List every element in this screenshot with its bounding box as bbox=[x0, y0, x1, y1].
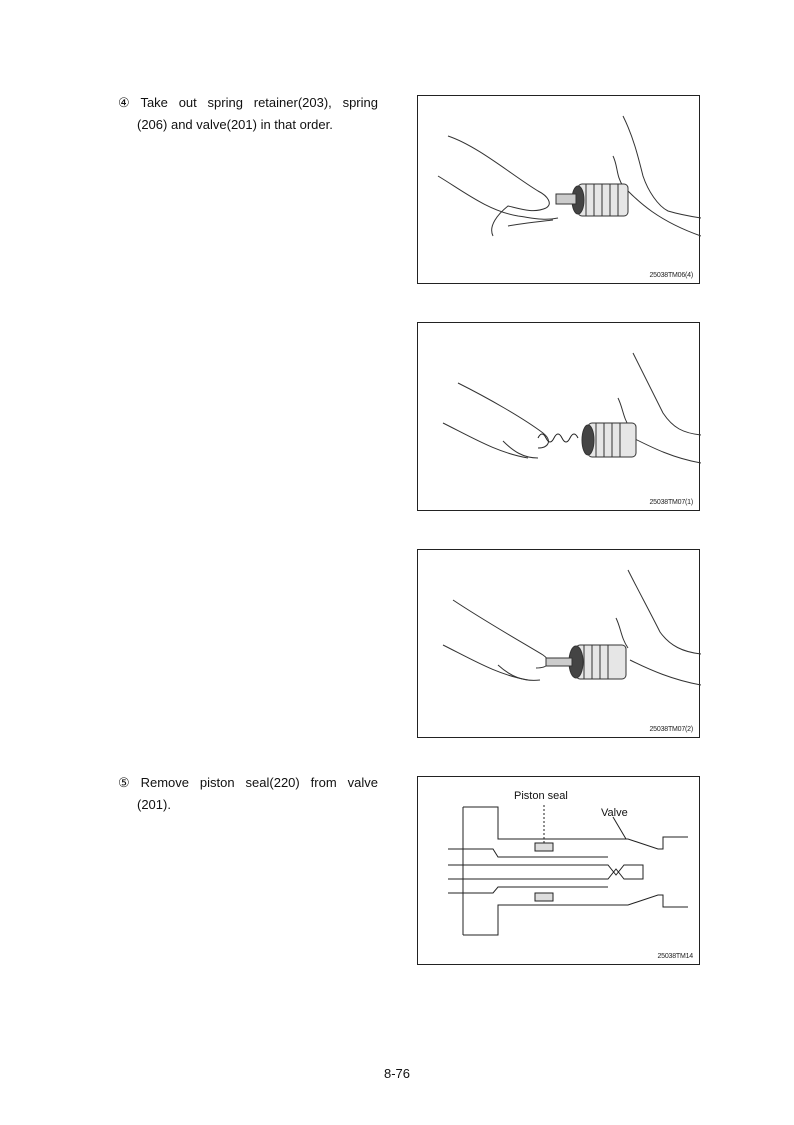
hands-removing-spring-illustration bbox=[418, 323, 701, 512]
step-5-line1 bbox=[118, 772, 378, 794]
step-5-instruction bbox=[118, 772, 378, 816]
word: seal(220) bbox=[245, 775, 300, 790]
figure-4 bbox=[417, 776, 700, 965]
word: out bbox=[178, 95, 197, 110]
piston-seal-label: Piston seal bbox=[514, 790, 568, 802]
valve-cross-section-diagram bbox=[418, 777, 701, 966]
word: valve bbox=[347, 775, 378, 790]
figure-3-code: 25038TM07(2) bbox=[649, 726, 693, 733]
hands-removing-retainer-illustration bbox=[418, 96, 701, 285]
word: retainer(203), bbox=[253, 95, 332, 110]
word: Take bbox=[140, 95, 168, 110]
figure-3 bbox=[417, 549, 700, 738]
step-4-line1 bbox=[118, 92, 378, 114]
figure-1-code: 25038TM06(4) bbox=[649, 272, 693, 279]
word: spring bbox=[207, 95, 243, 110]
step-5-marker: ⑤ bbox=[118, 775, 130, 790]
word: piston bbox=[199, 775, 235, 790]
word: Remove bbox=[140, 775, 189, 790]
figure-1 bbox=[417, 95, 700, 284]
figure-4-code: 25038TM14 bbox=[657, 953, 693, 960]
hands-removing-valve-illustration bbox=[418, 550, 701, 739]
figure-2 bbox=[417, 322, 700, 511]
step-4-instruction bbox=[118, 92, 378, 136]
step-5-line2: (201). bbox=[137, 797, 171, 812]
word: spring bbox=[342, 95, 378, 110]
valve-label: Valve bbox=[601, 807, 628, 819]
page-number: 8-76 bbox=[383, 1066, 411, 1081]
word: from bbox=[310, 775, 337, 790]
step-4-line2: (206) and valve(201) in that order. bbox=[137, 117, 333, 132]
figure-2-code: 25038TM07(1) bbox=[649, 499, 693, 506]
step-4-marker: ④ bbox=[118, 95, 130, 110]
